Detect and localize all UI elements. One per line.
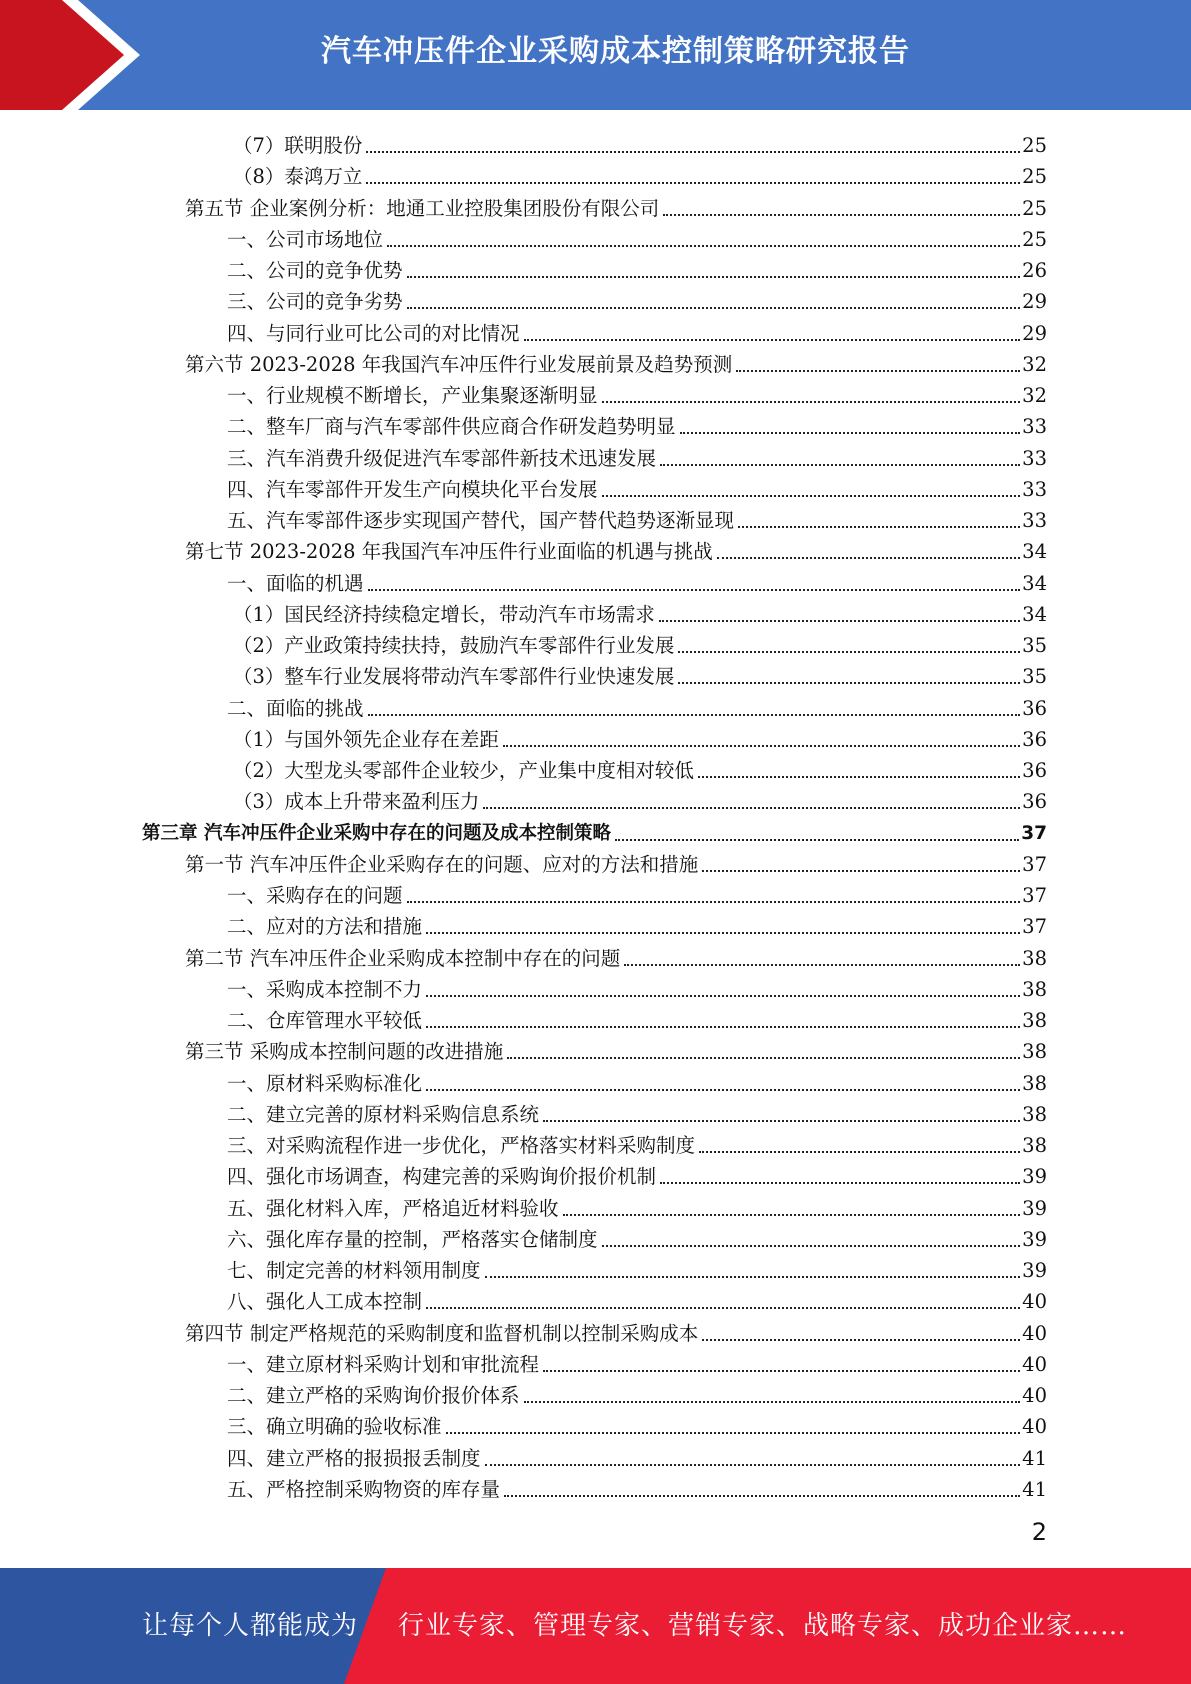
toc-entry-title: 三、公司的竞争劣势 (227, 290, 403, 314)
toc-dot-leader (368, 714, 1021, 716)
toc-entry-title: 第二节 汽车冲压件企业采购成本控制中存在的问题 (185, 946, 621, 970)
toc-dot-leader (387, 245, 1020, 247)
toc-entry-page: 38 (1022, 977, 1047, 1001)
toc-dot-leader (702, 870, 1020, 872)
toc-dot-leader (543, 1120, 1020, 1122)
toc-entry[interactable] (227, 877, 1047, 908)
toc-chapter-entry[interactable] (142, 815, 1047, 846)
toc-entry-page: 41 (1022, 1446, 1047, 1470)
toc-dot-leader (407, 901, 1021, 903)
toc-dot-leader (717, 557, 1020, 559)
toc-entry[interactable] (233, 158, 1047, 189)
toc-dot-leader (602, 401, 1021, 403)
toc-entry[interactable] (227, 440, 1047, 471)
toc-entry[interactable] (227, 377, 1047, 408)
toc-entry-page: 33 (1022, 446, 1047, 470)
toc-entry[interactable] (185, 1033, 1047, 1064)
toc-entry-title: 第三章 汽车冲压件企业采购中存在的问题及成本控制策略 (142, 822, 611, 844)
toc-dot-leader (678, 682, 1020, 684)
toc-entry[interactable] (227, 1252, 1047, 1283)
toc-entry[interactable] (227, 1002, 1047, 1033)
toc-entry-page: 36 (1022, 727, 1047, 751)
toc-entry[interactable] (227, 283, 1047, 314)
toc-entry[interactable] (185, 940, 1047, 971)
toc-dot-leader (504, 1495, 1020, 1497)
toc-entry-page: 35 (1022, 634, 1047, 657)
toc-entry-title: （3）成本上升带来盈利压力 (233, 790, 480, 814)
toc-dot-leader (680, 432, 1021, 434)
toc-entry-page: 26 (1022, 259, 1047, 282)
toc-entry[interactable] (227, 221, 1047, 252)
toc-dot-leader (738, 526, 1020, 528)
toc-dot-leader (563, 1214, 1021, 1216)
toc-dot-leader (507, 1057, 1020, 1059)
toc-entry-title: 二、仓库管理水平较低 (227, 1009, 423, 1032)
toc-entry[interactable] (227, 908, 1047, 939)
toc-dot-leader (446, 1432, 1021, 1434)
toc-entry-page: 40 (1022, 1415, 1047, 1439)
toc-entry-page: 40 (1022, 1321, 1047, 1345)
toc-entry-title: 第四节 制定严格规范的采购制度和监督机制以控制采购成本 (185, 1321, 699, 1345)
toc-entry-title: 一、原材料采购标准化 (227, 1071, 423, 1095)
toc-dot-leader (702, 1339, 1020, 1341)
toc-entry[interactable] (227, 971, 1047, 1002)
page-footer (0, 1568, 1191, 1684)
toc-entry-title: 一、采购存在的问题 (227, 884, 403, 907)
toc-dot-leader (543, 1370, 1020, 1372)
toc-entry-title: （7）联明股份 (233, 134, 363, 157)
toc-entry-title: （1）与国外领先企业存在差距 (233, 727, 499, 751)
toc-entry[interactable] (227, 471, 1047, 502)
toc-entry-page: 41 (1022, 1477, 1047, 1501)
toc-entry[interactable] (233, 127, 1047, 158)
toc-entry[interactable] (227, 1377, 1047, 1408)
toc-entry-title: 一、面临的机遇 (227, 571, 364, 595)
toc-dot-leader (426, 1026, 1020, 1028)
toc-entry-title: （8）泰鸿万立 (233, 165, 363, 189)
toc-dot-leader (426, 1307, 1020, 1309)
toc-entry-page: 33 (1022, 477, 1047, 501)
toc-dot-leader (366, 182, 1020, 184)
toc-entry-title: 第三节 采购成本控制问题的改进措施 (185, 1040, 504, 1064)
toc-entry-title: 六、强化库存量的控制，严格落实仓储制度 (227, 1227, 598, 1251)
toc-entry[interactable] (227, 1408, 1047, 1439)
toc-entry-page: 38 (1022, 1040, 1047, 1064)
report-title: 汽车冲压件企业采购成本控制策略研究报告 (321, 34, 910, 69)
toc-dot-leader (659, 620, 1020, 622)
toc-entry-title: 四、与同行业可比公司的对比情况 (227, 321, 520, 345)
toc-entry[interactable] (233, 627, 1047, 658)
footer-slogan-left: 让每个人都能成为 (142, 1611, 359, 1641)
toc-dot-leader (368, 589, 1021, 591)
toc-entry[interactable] (233, 721, 1047, 752)
toc-entry-title: 五、汽车零部件逐步实现国产替代，国产替代趋势逐渐显现 (227, 509, 735, 532)
toc-entry-title: 第六节 2023-2028 年我国汽车冲压件行业发展前景及趋势预测 (185, 352, 733, 376)
toc-entry-page: 40 (1022, 1290, 1047, 1314)
toc-entry-page: 37 (1022, 852, 1047, 876)
toc-dot-leader (407, 276, 1021, 278)
toc-entry-title: 二、应对的方法和措施 (227, 915, 423, 939)
toc-entry[interactable] (227, 1096, 1047, 1127)
toc-entry-title: 一、采购成本控制不力 (227, 977, 423, 1001)
toc-entry[interactable] (185, 346, 1047, 377)
toc-entry-title: 五、强化材料入库，严格追近材料验收 (227, 1196, 559, 1220)
toc-dot-leader (660, 1182, 1020, 1184)
toc-entry[interactable] (227, 1127, 1047, 1158)
toc-entry-page: 40 (1022, 1384, 1047, 1407)
toc-entry-page: 39 (1022, 1259, 1047, 1282)
toc-entry-title: 二、面临的挑战 (227, 696, 364, 720)
toc-entry-page: 34 (1022, 602, 1047, 626)
toc-entry-title: 四、建立严格的报损报丢制度 (227, 1446, 481, 1470)
toc-entry-title: （2）大型龙头零部件企业较少，产业集中度相对较低 (233, 759, 694, 782)
toc-entry-title: 一、建立原材料采购计划和审批流程 (227, 1352, 540, 1376)
toc-entry-page: 37 (1021, 822, 1047, 844)
toc-entry[interactable] (233, 596, 1047, 627)
toc-entry-page: 34 (1022, 571, 1047, 595)
toc-entry-page: 35 (1022, 665, 1047, 689)
toc-entry[interactable] (233, 658, 1047, 689)
toc-entry-page: 39 (1022, 1227, 1047, 1251)
toc-entry-page: 25 (1022, 165, 1047, 189)
toc-entry[interactable] (227, 315, 1047, 346)
toc-dot-leader (407, 307, 1021, 309)
toc-entry-page: 33 (1022, 415, 1047, 439)
toc-entry-title: 四、汽车零部件开发生产向模块化平台发展 (227, 477, 598, 501)
toc-entry[interactable] (227, 252, 1047, 283)
toc-entry-title: 四、强化市场调查，构建完善的采购询价报价机制 (227, 1165, 657, 1189)
toc-entry-title: 七、制定完善的材料领用制度 (227, 1259, 481, 1282)
page-number: 2 (1031, 1518, 1047, 1546)
toc-entry-title: 三、汽车消费升级促进汽车零部件新技术迅速发展 (227, 446, 657, 470)
toc-entry-title: 三、对采购流程作进一步优化，严格落实材料采购制度 (227, 1134, 696, 1157)
toc-entry[interactable] (233, 783, 1047, 814)
toc-entry-page: 34 (1022, 540, 1047, 564)
toc-dot-leader (426, 932, 1020, 934)
toc-entry-title: （3）整车行业发展将带动汽车零部件行业快速发展 (233, 665, 675, 689)
page-header (0, 0, 1191, 110)
footer-slogan-right: 行业专家、管理专家、营销专家、战略专家、成功企业家…… (398, 1611, 1128, 1641)
toc-entry[interactable] (227, 1471, 1047, 1502)
toc-dot-leader (524, 339, 1021, 341)
toc-entry-page: 33 (1022, 509, 1047, 532)
toc-entry-page: 32 (1022, 384, 1047, 407)
toc-entry-page: 39 (1022, 1165, 1047, 1189)
toc-dot-leader (426, 1089, 1020, 1091)
toc-entry[interactable] (227, 690, 1047, 721)
toc-dot-leader (624, 964, 1020, 966)
toc-dot-leader (615, 839, 1019, 841)
toc-dot-leader (503, 745, 1020, 747)
toc-entry-page: 37 (1022, 884, 1047, 907)
toc-dot-leader (602, 1245, 1021, 1247)
toc-entry-page: 36 (1022, 759, 1047, 782)
toc-entry-page: 32 (1022, 352, 1047, 376)
toc-dot-leader (660, 464, 1020, 466)
toc-dot-leader (736, 370, 1020, 372)
toc-dot-leader (366, 151, 1020, 153)
toc-entry[interactable] (227, 1221, 1047, 1252)
toc-dot-leader (483, 807, 1020, 809)
toc-entry-title: 第一节 汽车冲压件企业采购存在的问题、应对的方法和措施 (185, 852, 699, 876)
toc-dot-leader (698, 776, 1020, 778)
toc-entry-page: 36 (1022, 696, 1047, 720)
toc-entry[interactable] (185, 1315, 1047, 1346)
toc-dot-leader (485, 1276, 1021, 1278)
toc-entry-title: 二、整车厂商与汽车零部件供应商合作研发趋势明显 (227, 415, 676, 439)
toc-entry-page: 38 (1022, 1071, 1047, 1095)
toc-entry-title: （2）产业政策持续扶持，鼓励汽车零部件行业发展 (233, 634, 675, 657)
toc-entry-title: （1）国民经济持续稳定增长，带动汽车市场需求 (233, 602, 655, 626)
toc-entry-page: 25 (1022, 227, 1047, 251)
toc-entry[interactable] (185, 846, 1047, 877)
toc-entry-title: 一、公司市场地位 (227, 227, 384, 251)
toc-entry-title: 第五节 企业案例分析：地通工业控股集团股份有限公司 (185, 196, 660, 220)
toc-dot-leader (678, 651, 1020, 653)
toc-entry-page: 36 (1022, 790, 1047, 814)
toc-entry[interactable] (227, 502, 1047, 533)
toc-entry[interactable] (227, 1158, 1047, 1189)
toc-entry-page: 25 (1022, 134, 1047, 157)
toc-entry[interactable] (185, 533, 1047, 564)
toc-entry[interactable] (233, 752, 1047, 783)
toc-entry[interactable] (227, 1440, 1047, 1471)
toc-entry[interactable] (185, 190, 1047, 221)
toc-entry-page: 38 (1022, 946, 1047, 970)
toc-dot-leader (663, 214, 1020, 216)
toc-entry-title: 第七节 2023-2028 年我国汽车冲压件行业面临的机遇与挑战 (185, 540, 713, 564)
toc-entry-page: 37 (1022, 915, 1047, 939)
toc-dot-leader (699, 1151, 1020, 1153)
toc-entry-title: 五、严格控制采购物资的库存量 (227, 1477, 501, 1501)
toc-entry-title: 一、行业规模不断增长，产业集聚逐渐明显 (227, 384, 598, 407)
toc-entry-page: 25 (1022, 196, 1047, 220)
toc-dot-leader (602, 495, 1021, 497)
toc-entry-title: 二、建立严格的采购询价报价体系 (227, 1384, 520, 1407)
toc-entry-page: 40 (1022, 1352, 1047, 1376)
toc-entry-title: 二、建立完善的原材料采购信息系统 (227, 1102, 540, 1126)
toc-entry-page: 38 (1022, 1009, 1047, 1032)
toc-dot-leader (485, 1464, 1021, 1466)
toc-dot-leader (524, 1401, 1021, 1403)
toc-entry-title: 八、强化人工成本控制 (227, 1290, 423, 1314)
toc-entry-page: 29 (1022, 321, 1047, 345)
toc-entry-page: 39 (1022, 1196, 1047, 1220)
toc-entry[interactable] (227, 1283, 1047, 1314)
toc-entry-page: 38 (1022, 1102, 1047, 1126)
toc-entry[interactable] (227, 1190, 1047, 1221)
toc-entry[interactable] (227, 1065, 1047, 1096)
toc-entry-page: 38 (1022, 1134, 1047, 1157)
toc-entry-title: 三、确立明确的验收标准 (227, 1415, 442, 1439)
toc-entry[interactable] (227, 1346, 1047, 1377)
toc-entry-title: 二、公司的竞争优势 (227, 259, 403, 282)
toc-entry-page: 29 (1022, 290, 1047, 314)
toc-entry[interactable] (227, 565, 1047, 596)
toc-dot-leader (426, 995, 1020, 997)
toc-entry[interactable] (227, 408, 1047, 439)
